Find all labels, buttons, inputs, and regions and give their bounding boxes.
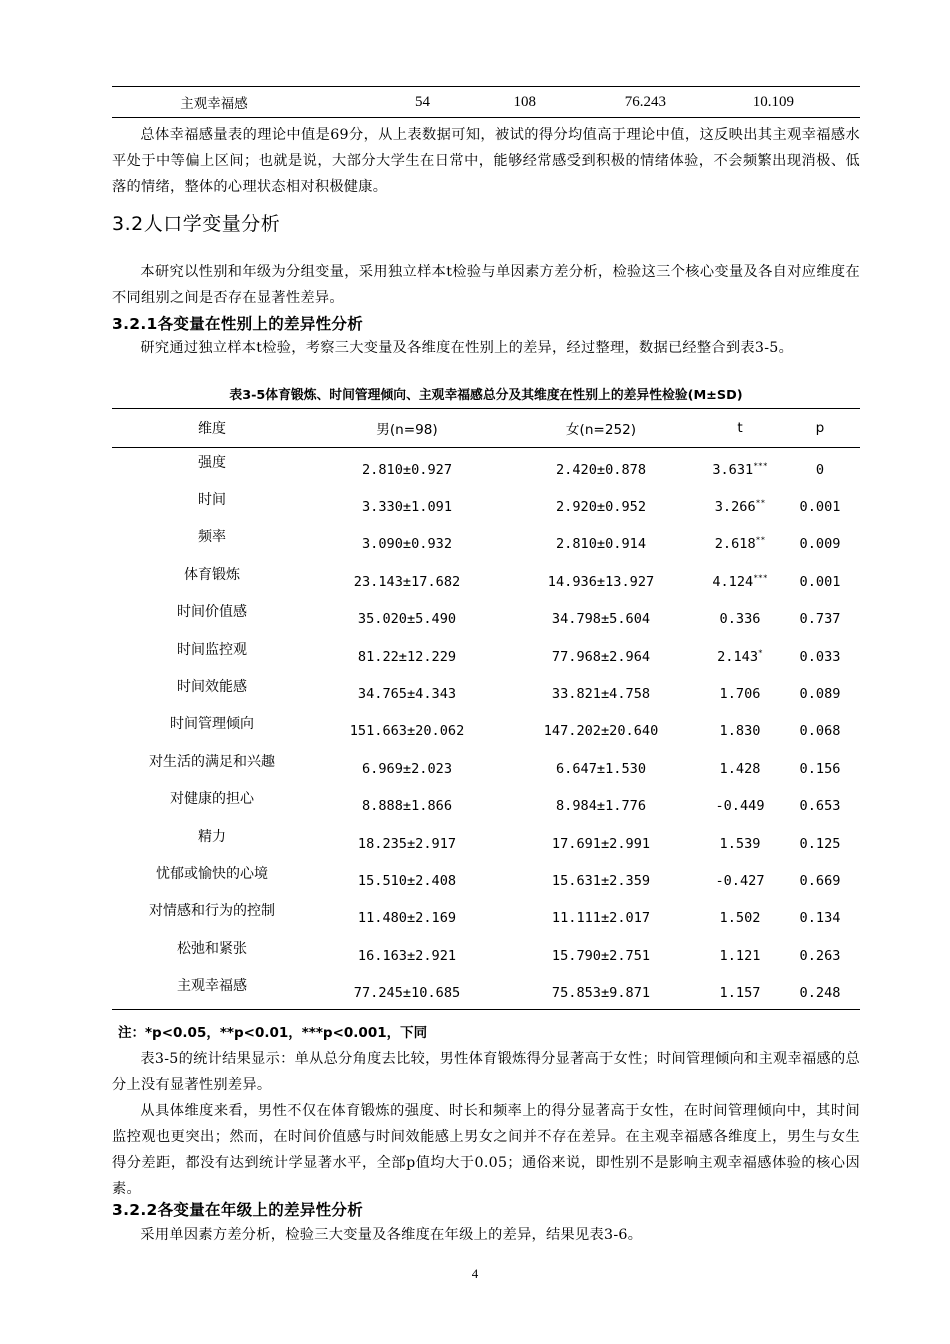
cell-t <box>700 574 780 590</box>
top-table <box>112 86 860 118</box>
table-caption: 表3-5体育锻炼、时间管理倾向、主观幸福感总分及其维度在性别上的差异性检验(M±SD) <box>229 388 743 403</box>
table-row <box>112 598 860 635</box>
cell-dimension: 精力 <box>198 828 226 845</box>
table-body <box>112 448 860 1009</box>
significance-marker: ** <box>755 498 766 508</box>
section-heading-3-2: 3.2人口学变量分析 <box>112 213 281 235</box>
cell-t <box>700 499 780 515</box>
cell-female: 2.810±0.914 <box>555 536 647 553</box>
paragraph-2 <box>112 259 860 311</box>
table-row <box>112 485 860 522</box>
significance-marker: ** <box>755 535 766 545</box>
table-row <box>112 934 860 971</box>
table-bottom-rule <box>112 117 860 118</box>
cell-dimension: 时间效能感 <box>177 679 247 696</box>
cell-female: 17.691±2.991 <box>551 835 651 852</box>
cell-t <box>700 985 780 1001</box>
cell-female: 77.968±2.964 <box>551 648 651 665</box>
cell-p: 0.737 <box>799 611 841 628</box>
cell-p: 0.089 <box>799 686 841 703</box>
cell-t <box>700 686 780 702</box>
cell-male: 2.810±0.927 <box>361 461 453 478</box>
cell-dimension: 对情感和行为的控制 <box>149 903 275 920</box>
cell-male: 16.163±2.921 <box>357 947 457 964</box>
paragraph-1 <box>112 122 860 200</box>
table-bottom-rule <box>112 1009 860 1010</box>
paragraph-text: 总体幸福感量表的理论中值是69分，从上表数据可知，被试的得分均值高于理论中值，这反映出其主观幸福感水平处于中等偏上区间；也就是说，大部分大学生在日常中，能够经常感受到积极的情绪体验，不会频繁出现消极、低落的情绪，整体的心理状态相对积极健康。 <box>112 127 860 195</box>
cell-t <box>700 873 780 889</box>
table-note: 注：*p<0.05，**p<0.01，***p<0.001，下同 <box>118 1025 428 1041</box>
t-value: 1.502 <box>719 910 761 927</box>
table-row <box>112 897 860 934</box>
cell-p: 0.263 <box>799 947 841 964</box>
cell-dimension: 时间管理倾向 <box>170 716 254 733</box>
cell-p: 0.669 <box>799 872 841 889</box>
cell-dimension: 时间 <box>198 492 226 509</box>
table-row <box>112 822 860 859</box>
cell-male: 77.245±10.685 <box>353 985 461 1002</box>
cell-male: 3.330±1.091 <box>361 499 453 516</box>
cell-dimension: 频率 <box>198 529 226 546</box>
t-value: 2.618 <box>714 536 756 553</box>
t-value: 1.121 <box>719 947 761 964</box>
t-value: 1.539 <box>719 835 761 852</box>
gender-difference-table <box>112 408 860 1010</box>
paragraph-4 <box>112 1046 860 1098</box>
cell-male: 15.510±2.408 <box>357 872 457 889</box>
significance-marker: * <box>758 648 763 658</box>
cell-mean: 76.243 <box>624 93 666 110</box>
table-row <box>112 635 860 672</box>
cell-t <box>700 462 780 478</box>
paragraph-text: 研究通过独立样本t检验，考察三大变量及各维度在性别上的差异，经过整理，数据已经整合到表3-5。 <box>140 340 794 356</box>
cell-min: 54 <box>415 93 430 110</box>
cell-female: 75.853±9.871 <box>551 985 651 1002</box>
cell-dimension: 对生活的满足和兴趣 <box>149 753 275 770</box>
t-value: 4.124 <box>712 573 754 590</box>
cell-t <box>700 611 780 627</box>
table-row <box>112 560 860 597</box>
cell-male: 34.765±4.343 <box>357 686 457 703</box>
t-value: 2.143 <box>717 648 759 665</box>
cell-t <box>700 761 780 777</box>
paragraph-text: 本研究以性别和年级为分组变量，采用独立样本t检验与单因素方差分析，检验这三个核心变量及各自对应维度在不同组别之间是否存在显著性差异。 <box>112 264 860 306</box>
cell-female: 8.984±1.776 <box>555 798 647 815</box>
cell-dimension: 忧郁或愉快的心境 <box>156 865 268 882</box>
cell-female: 15.631±2.359 <box>551 872 651 889</box>
cell-female: 11.111±2.017 <box>551 910 651 927</box>
cell-male: 81.22±12.229 <box>357 648 457 665</box>
paragraph-5 <box>112 1098 860 1202</box>
cell-t <box>700 798 780 814</box>
cell-t <box>700 948 780 964</box>
cell-p: 0.156 <box>799 760 841 777</box>
table-row <box>112 971 860 1008</box>
cell-female: 33.821±4.758 <box>551 686 651 703</box>
t-value: 3.266 <box>714 499 756 516</box>
header-dimension: 维度 <box>198 421 226 437</box>
cell-female: 6.647±1.530 <box>555 760 647 777</box>
cell-t <box>700 649 780 665</box>
cell-dimension: 时间监控观 <box>177 641 247 658</box>
paragraph-text: 采用单因素方差分析，检验三大变量及各维度在年级上的差异，结果见表3-6。 <box>140 1227 643 1243</box>
cell-p: 0.248 <box>799 985 841 1002</box>
t-value: 1.706 <box>719 686 761 703</box>
t-value: 1.157 <box>719 985 761 1002</box>
cell-t <box>700 836 780 852</box>
cell-female: 34.798±5.604 <box>551 611 651 628</box>
header-male: 男(n=98) <box>376 422 438 438</box>
cell-p: 0.033 <box>799 648 841 665</box>
cell-sd: 10.109 <box>752 93 794 110</box>
page-number: 4 <box>471 1266 479 1281</box>
table-row <box>112 87 860 117</box>
cell-dimension: 体育锻炼 <box>184 566 240 583</box>
cell-female: 15.790±2.751 <box>551 947 651 964</box>
t-value: -0.449 <box>715 798 765 815</box>
significance-marker: *** <box>753 461 768 471</box>
cell-max: 108 <box>513 93 536 110</box>
cell-male: 23.143±17.682 <box>353 573 461 590</box>
section-heading-3-2-2: 3.2.2各变量在年级上的差异性分析 <box>112 1201 364 1219</box>
table-row <box>112 859 860 896</box>
cell-t <box>700 536 780 552</box>
t-value: 0.336 <box>719 611 761 628</box>
table-row <box>112 523 860 560</box>
cell-p: 0.653 <box>799 798 841 815</box>
cell-t <box>700 910 780 926</box>
cell-female: 2.920±0.952 <box>555 499 647 516</box>
table-header-row <box>112 409 860 447</box>
significance-marker: *** <box>753 573 768 583</box>
cell-dimension: 松弛和紧张 <box>177 940 247 957</box>
paragraph-text: 从具体维度来看，男性不仅在体育锻炼的强度、时长和频率上的得分显著高于女性，在时间管理倾向中，其时间监控观也更突出；然而，在时间价值感与时间效能感上男女之间并不存在差异。在主观幸福感各维度上，男生与女生得分差距，都没有达到统计学显著水平，全部p值均大于0.05；通俗来说，即性别不是影响主观幸福感体验的核心因素。 <box>112 1103 860 1197</box>
table-row <box>112 672 860 709</box>
paragraph-3 <box>112 335 860 361</box>
table-row <box>112 448 860 485</box>
t-value: 3.631 <box>712 461 754 478</box>
table-row <box>112 785 860 822</box>
t-value: -0.427 <box>715 872 765 889</box>
t-value: 1.428 <box>719 760 761 777</box>
cell-dimension: 对健康的担心 <box>170 791 254 808</box>
cell-male: 8.888±1.866 <box>361 798 453 815</box>
header-t: t <box>737 420 743 436</box>
cell-p: 0.068 <box>799 723 841 740</box>
cell-male: 3.090±0.932 <box>361 536 453 553</box>
cell-dimension: 主观幸福感 <box>180 96 248 112</box>
cell-male: 11.480±2.169 <box>357 910 457 927</box>
cell-male: 35.020±5.490 <box>357 611 457 628</box>
cell-p: 0.125 <box>799 835 841 852</box>
section-heading-3-2-1: 3.2.1各变量在性别上的差异性分析 <box>112 315 364 333</box>
table-row <box>112 710 860 747</box>
cell-dimension: 主观幸福感 <box>177 978 247 995</box>
cell-p: 0.009 <box>799 536 841 553</box>
header-female: 女(n=252) <box>565 422 637 438</box>
cell-dimension: 强度 <box>198 454 226 471</box>
header-p: p <box>815 420 825 436</box>
paragraph-6 <box>112 1222 860 1248</box>
cell-dimension: 时间价值感 <box>177 604 247 621</box>
table-row <box>112 747 860 784</box>
cell-p: 0 <box>815 461 825 478</box>
cell-t <box>700 723 780 739</box>
cell-male: 6.969±2.023 <box>361 760 453 777</box>
cell-male: 151.663±20.062 <box>349 723 465 740</box>
cell-p: 0.001 <box>799 499 841 516</box>
cell-female: 147.202±20.640 <box>543 723 659 740</box>
cell-p: 0.001 <box>799 573 841 590</box>
paragraph-text: 表3-5的统计结果显示：单从总分角度去比较，男性体育锻炼得分显著高于女性；时间管理倾向和主观幸福感的总分上没有显著性别差异。 <box>112 1051 860 1093</box>
cell-male: 18.235±2.917 <box>357 835 457 852</box>
cell-p: 0.134 <box>799 910 841 927</box>
cell-female: 2.420±0.878 <box>555 461 647 478</box>
cell-female: 14.936±13.927 <box>547 573 655 590</box>
t-value: 1.830 <box>719 723 761 740</box>
